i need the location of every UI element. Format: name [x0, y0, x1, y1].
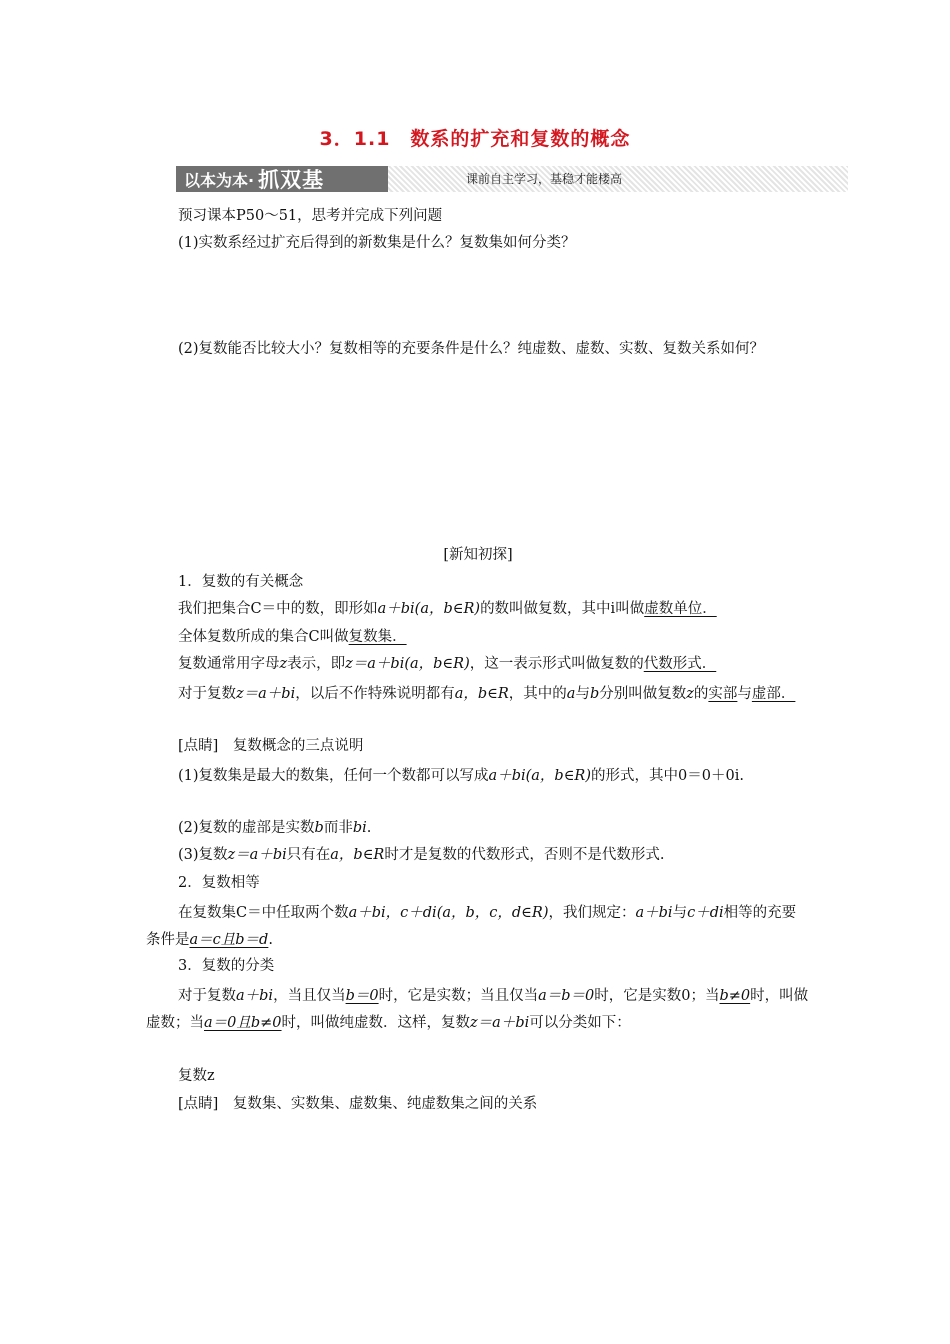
section-heading: [新知初探] — [443, 547, 513, 563]
s2-heading: 2．复数相等 — [178, 875, 260, 891]
preview-question-1: (1)实数系经过扩充后得到的新数集是什么？复数集如何分类？ — [178, 235, 576, 251]
preview-question-2: (2)复数能否比较大小？复数相等的充要条件是什么？纯虚数、虚数、实数、复数关系如何？ — [178, 341, 765, 357]
banner-label-b: 抓双基 — [258, 168, 325, 192]
note-2-label: [点睛] 复数集、实数集、虚数集、纯虚数集之间的关系 — [178, 1096, 538, 1112]
s1-line-1: 我们把集合C＝中的数，即形如a＋bi(a，b∈R)的数叫做复数，其中i叫做虚数单位． — [178, 601, 717, 617]
s1-line-2: 全体复数所成的集合C叫做复数集． — [178, 629, 407, 645]
preview-intro: 预习课本P50～51，思考并完成下列问题 — [178, 208, 443, 224]
note-1-item-3: (3)复数z＝a＋bi只有在a，b∈R时才是复数的代数形式，否则不是代数形式. — [178, 847, 665, 863]
banner-label — [176, 166, 388, 192]
s1-line-4: 对于复数z＝a＋bi，以后不作特殊说明都有a，b∈R，其中的a与b分别叫做复数z的实部与虚部． — [178, 686, 796, 702]
s1-heading: 1．复数的有关概念 — [178, 574, 304, 590]
s2-line-1: 在复数集C＝中任取两个数a＋bi，c＋di(a，b，c，d∈R)，我们规定：a＋bi与c＋di相等的充要条件是a＝c且b＝d. — [146, 905, 797, 948]
s3-line-2: 复数z — [178, 1068, 215, 1084]
note-1-item-1: (1)复数集是最大的数集，任何一个数都可以写成a＋bi(a，b∈R)的形式，其中0＝0＋0i. — [178, 768, 744, 784]
page-title: 3．1.1 数系的扩充和复数的概念 — [319, 128, 631, 150]
s3-line-1: 对于复数a＋bi，当且仅当b＝0时，它是实数；当且仅当a＝b＝0时，它是实数0；当b≠0时，叫做虚数；当a＝0且b≠0时，叫做纯虚数．这样，复数z＝a＋bi可以分类如下： — [146, 988, 809, 1031]
note-1-label: [点睛] 复数概念的三点说明 — [178, 738, 364, 754]
section-banner — [176, 166, 848, 192]
banner-slogan: 课前自主学习，基稳才能楼高 — [466, 172, 623, 186]
banner-label-a: 以本为本· — [184, 170, 255, 190]
note-1-item-2: (2)复数的虚部是实数b而非bi. — [178, 820, 372, 836]
s1-line-3: 复数通常用字母z表示，即z＝a＋bi(a，b∈R)，这一表示形式叫做复数的代数形式． — [178, 656, 717, 672]
s3-heading: 3．复数的分类 — [178, 958, 275, 974]
